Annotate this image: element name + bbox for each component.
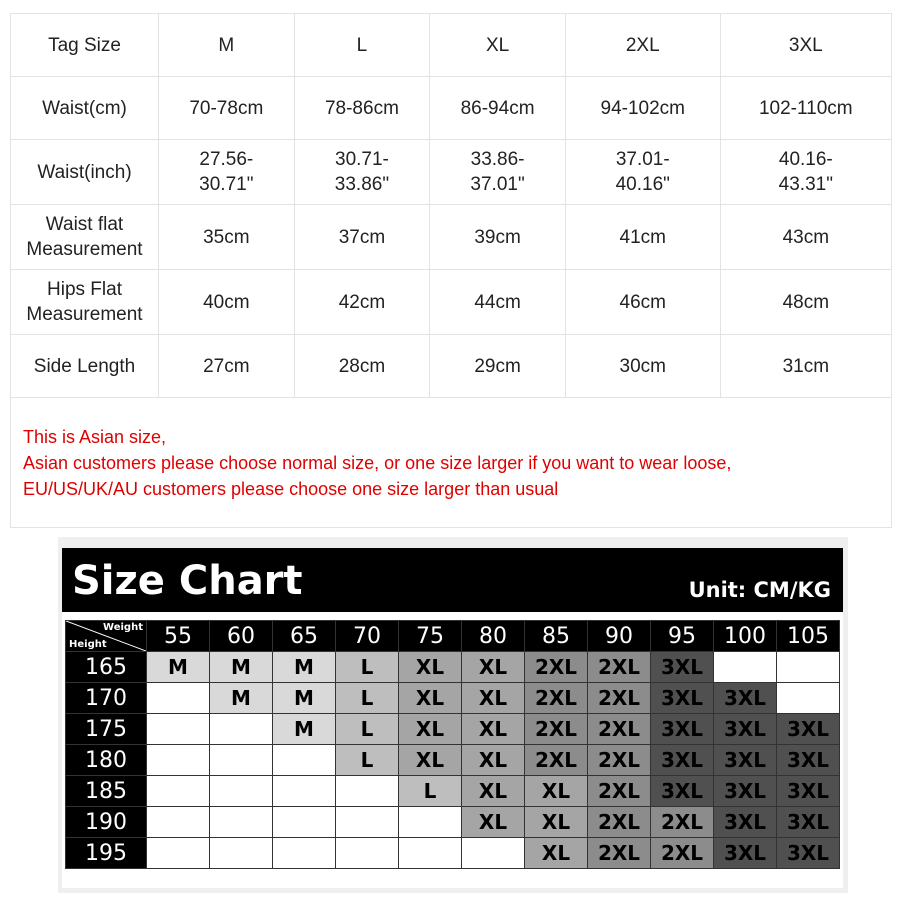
weight-header: 100 bbox=[714, 621, 777, 652]
size-chart-unit: Unit: CM/KG bbox=[688, 578, 831, 602]
height-header: 180 bbox=[66, 745, 147, 776]
header-cell: 3XL bbox=[720, 14, 891, 77]
table-row bbox=[11, 335, 892, 398]
table-row bbox=[11, 205, 892, 270]
header-cell: XL bbox=[430, 14, 566, 77]
value-cell: 78-86cm bbox=[294, 77, 430, 140]
size-cell bbox=[273, 745, 336, 776]
size-chart-header bbox=[62, 548, 843, 612]
size-cell bbox=[336, 776, 399, 807]
size-cell bbox=[147, 683, 210, 714]
size-cell bbox=[777, 652, 840, 683]
size-cell: 2XL bbox=[525, 745, 588, 776]
size-cell bbox=[336, 838, 399, 869]
grid-row bbox=[66, 683, 840, 714]
height-header: 195 bbox=[66, 838, 147, 869]
size-cell bbox=[147, 714, 210, 745]
weight-header: 60 bbox=[210, 621, 273, 652]
value-cell: 46cm bbox=[565, 270, 720, 335]
value-cell: 27cm bbox=[159, 335, 295, 398]
note-line: Asian customers please choose normal size, or one size larger if you want to wear loose, bbox=[23, 452, 732, 473]
value-cell: 86-94cm bbox=[430, 77, 566, 140]
size-cell: 2XL bbox=[588, 745, 651, 776]
value-cell: 42cm bbox=[294, 270, 430, 335]
size-cell: XL bbox=[525, 776, 588, 807]
grid-row bbox=[66, 776, 840, 807]
size-cell: XL bbox=[462, 683, 525, 714]
size-cell: XL bbox=[462, 714, 525, 745]
size-cell: XL bbox=[399, 683, 462, 714]
size-cell: 3XL bbox=[777, 745, 840, 776]
value-cell: 41cm bbox=[565, 205, 720, 270]
size-cell bbox=[147, 838, 210, 869]
size-cell: 2XL bbox=[525, 652, 588, 683]
value-cell: 30cm bbox=[565, 335, 720, 398]
size-cell: 3XL bbox=[714, 776, 777, 807]
weight-header: 80 bbox=[462, 621, 525, 652]
size-cell: 3XL bbox=[777, 776, 840, 807]
weight-header: 95 bbox=[651, 621, 714, 652]
size-cell: 3XL bbox=[714, 683, 777, 714]
note-line: This is Asian size, bbox=[23, 426, 167, 447]
size-cell bbox=[336, 807, 399, 838]
value-cell: 35cm bbox=[159, 205, 295, 270]
value-cell: 102-110cm bbox=[720, 77, 891, 140]
size-cell: 3XL bbox=[651, 683, 714, 714]
weight-header: 105 bbox=[777, 621, 840, 652]
size-cell: 3XL bbox=[714, 745, 777, 776]
grid-row bbox=[66, 652, 840, 683]
grid-row bbox=[66, 838, 840, 869]
value-cell: 94-102cm bbox=[565, 77, 720, 140]
height-header: 185 bbox=[66, 776, 147, 807]
size-cell bbox=[210, 745, 273, 776]
row-label: Waist(inch) bbox=[11, 140, 159, 205]
row-label: Waist flat Measurement bbox=[11, 205, 159, 270]
size-cell bbox=[210, 776, 273, 807]
size-cell: 3XL bbox=[714, 714, 777, 745]
note-line: EU/US/UK/AU customers please choose one size larger than usual bbox=[23, 478, 559, 499]
value-cell: 30.71- 33.86" bbox=[294, 140, 430, 205]
size-cell bbox=[210, 807, 273, 838]
size-cell: XL bbox=[462, 807, 525, 838]
header-cell: M bbox=[159, 14, 295, 77]
value-cell: 40.16- 43.31" bbox=[720, 140, 891, 205]
height-header: 190 bbox=[66, 807, 147, 838]
value-cell: 40cm bbox=[159, 270, 295, 335]
size-chart bbox=[62, 548, 843, 888]
size-cell: M bbox=[210, 683, 273, 714]
size-cell: 2XL bbox=[588, 714, 651, 745]
size-cell: L bbox=[336, 714, 399, 745]
size-cell: XL bbox=[462, 745, 525, 776]
size-note bbox=[11, 398, 892, 528]
size-cell: XL bbox=[399, 714, 462, 745]
size-cell bbox=[399, 807, 462, 838]
height-header: 165 bbox=[66, 652, 147, 683]
size-cell bbox=[462, 838, 525, 869]
table-row bbox=[11, 77, 892, 140]
size-cell: XL bbox=[525, 838, 588, 869]
size-cell bbox=[273, 838, 336, 869]
grid-header-row bbox=[66, 621, 840, 652]
size-cell bbox=[210, 714, 273, 745]
corner-cell bbox=[66, 621, 147, 652]
size-cell: 2XL bbox=[525, 714, 588, 745]
table-header-row bbox=[11, 14, 892, 77]
size-cell: 3XL bbox=[777, 807, 840, 838]
size-cell: 2XL bbox=[588, 683, 651, 714]
header-cell: Tag Size bbox=[11, 14, 159, 77]
size-cell: 2XL bbox=[588, 776, 651, 807]
row-label: Hips Flat Measurement bbox=[11, 270, 159, 335]
value-cell: 43cm bbox=[720, 205, 891, 270]
weight-header: 75 bbox=[399, 621, 462, 652]
weight-header: 85 bbox=[525, 621, 588, 652]
size-cell: M bbox=[210, 652, 273, 683]
size-cell bbox=[273, 807, 336, 838]
row-label: Side Length bbox=[11, 335, 159, 398]
size-cell: 3XL bbox=[651, 714, 714, 745]
table-row bbox=[11, 270, 892, 335]
value-cell: 70-78cm bbox=[159, 77, 295, 140]
height-header: 170 bbox=[66, 683, 147, 714]
size-cell: 3XL bbox=[777, 714, 840, 745]
weight-header: 90 bbox=[588, 621, 651, 652]
size-cell: 2XL bbox=[651, 838, 714, 869]
height-header: 175 bbox=[66, 714, 147, 745]
value-cell: 33.86- 37.01" bbox=[430, 140, 566, 205]
height-weight-grid bbox=[65, 620, 840, 869]
value-cell: 31cm bbox=[720, 335, 891, 398]
size-cell: XL bbox=[525, 807, 588, 838]
size-cell bbox=[210, 838, 273, 869]
size-cell bbox=[147, 776, 210, 807]
table-row bbox=[11, 140, 892, 205]
weight-label: Weight bbox=[103, 622, 143, 633]
value-cell: 28cm bbox=[294, 335, 430, 398]
weight-header: 65 bbox=[273, 621, 336, 652]
value-cell: 37cm bbox=[294, 205, 430, 270]
size-cell: M bbox=[273, 683, 336, 714]
size-cell bbox=[714, 652, 777, 683]
value-cell: 44cm bbox=[430, 270, 566, 335]
size-cell bbox=[399, 838, 462, 869]
size-cell: L bbox=[399, 776, 462, 807]
size-cell bbox=[147, 807, 210, 838]
size-cell: 2XL bbox=[651, 807, 714, 838]
size-cell: 3XL bbox=[651, 745, 714, 776]
height-label: Height bbox=[69, 639, 107, 650]
grid-row bbox=[66, 745, 840, 776]
value-cell: 29cm bbox=[430, 335, 566, 398]
size-cell: L bbox=[336, 683, 399, 714]
size-cell: XL bbox=[462, 776, 525, 807]
size-cell: 2XL bbox=[588, 807, 651, 838]
note-row bbox=[11, 398, 892, 528]
size-cell bbox=[777, 683, 840, 714]
header-cell: 2XL bbox=[565, 14, 720, 77]
header-cell: L bbox=[294, 14, 430, 77]
value-cell: 27.56- 30.71" bbox=[159, 140, 295, 205]
size-cell: M bbox=[147, 652, 210, 683]
weight-header: 70 bbox=[336, 621, 399, 652]
size-cell: 3XL bbox=[651, 652, 714, 683]
weight-header: 55 bbox=[147, 621, 210, 652]
size-cell: M bbox=[273, 652, 336, 683]
size-cell: L bbox=[336, 652, 399, 683]
size-cell: 3XL bbox=[714, 807, 777, 838]
value-cell: 37.01- 40.16" bbox=[565, 140, 720, 205]
size-cell: XL bbox=[399, 652, 462, 683]
size-measurement-table bbox=[10, 13, 892, 528]
size-cell: M bbox=[273, 714, 336, 745]
size-cell bbox=[273, 776, 336, 807]
size-cell: 3XL bbox=[777, 838, 840, 869]
value-cell: 39cm bbox=[430, 205, 566, 270]
size-cell: 2XL bbox=[525, 683, 588, 714]
value-cell: 48cm bbox=[720, 270, 891, 335]
size-chart-title: Size Chart bbox=[72, 558, 303, 604]
grid-row bbox=[66, 714, 840, 745]
size-cell: XL bbox=[462, 652, 525, 683]
size-cell: L bbox=[336, 745, 399, 776]
size-cell: 3XL bbox=[714, 838, 777, 869]
size-cell: 2XL bbox=[588, 652, 651, 683]
size-cell: 2XL bbox=[588, 838, 651, 869]
grid-row bbox=[66, 807, 840, 838]
size-cell: 3XL bbox=[651, 776, 714, 807]
row-label: Waist(cm) bbox=[11, 77, 159, 140]
size-cell bbox=[147, 745, 210, 776]
size-cell: XL bbox=[399, 745, 462, 776]
